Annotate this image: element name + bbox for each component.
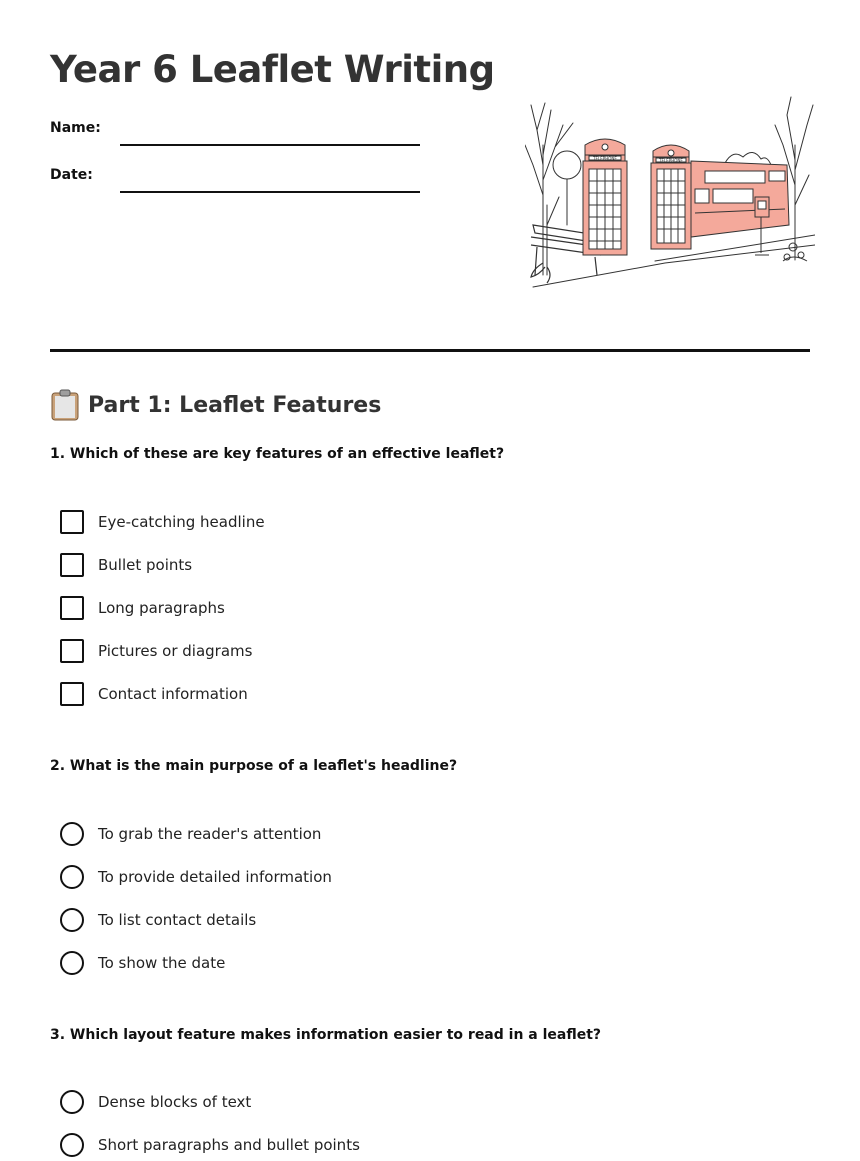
- option-label: To grab the reader's attention: [98, 825, 322, 843]
- option-label: Contact information: [98, 685, 248, 703]
- option-label: To show the date: [98, 954, 226, 972]
- telephone-sign-right: TELEPHONE: [659, 158, 683, 163]
- option-grab-attention[interactable]: [60, 822, 321, 846]
- date-input-line[interactable]: [120, 191, 420, 193]
- option-dense-blocks[interactable]: [60, 1090, 251, 1114]
- checkbox[interactable]: [60, 553, 84, 577]
- london-street-illustration: [525, 85, 815, 295]
- option-pictures-or-diagrams[interactable]: [60, 639, 252, 663]
- checkbox[interactable]: [60, 510, 84, 534]
- bus: [691, 161, 789, 255]
- page-title: Year 6 Leaflet Writing: [50, 48, 495, 91]
- name-input-line[interactable]: [120, 144, 420, 146]
- option-short-paragraphs[interactable]: [60, 1133, 360, 1157]
- telephone-box-right: [651, 145, 691, 249]
- option-label: Bullet points: [98, 556, 193, 574]
- option-label: Short paragraphs and bullet points: [98, 1136, 360, 1154]
- checkbox[interactable]: [60, 639, 84, 663]
- option-label: To list contact details: [98, 911, 257, 929]
- option-label: Eye-catching headline: [98, 513, 265, 531]
- radio-button[interactable]: [60, 865, 84, 889]
- option-show-date[interactable]: [60, 951, 225, 975]
- radio-button[interactable]: [60, 951, 84, 975]
- option-label: Dense blocks of text: [98, 1093, 252, 1111]
- clipboard-icon: [50, 389, 80, 421]
- date-label: Date:: [50, 167, 93, 183]
- option-label: Long paragraphs: [98, 599, 225, 617]
- question-1: 1. Which of these are key features of an effective leaflet?: [50, 446, 505, 462]
- section-header: [50, 388, 381, 422]
- telephone-sign-left: TELEPHONE: [593, 156, 617, 161]
- question-3: 3. Which layout feature makes information easier to read in a leaflet?: [50, 1027, 602, 1043]
- option-contact-information[interactable]: [60, 682, 248, 706]
- radio-button[interactable]: [60, 1090, 84, 1114]
- option-label: To provide detailed information: [98, 868, 332, 886]
- section-title: Part 1: Leaflet Features: [88, 392, 382, 418]
- section-divider: [50, 349, 810, 352]
- option-detailed-information[interactable]: [60, 865, 332, 889]
- name-label: Name:: [50, 120, 101, 136]
- option-long-paragraphs[interactable]: [60, 596, 225, 620]
- radio-button[interactable]: [60, 1133, 84, 1157]
- question-2: 2. What is the main purpose of a leaflet's headline?: [50, 758, 458, 774]
- option-eye-catching-headline[interactable]: [60, 510, 265, 534]
- option-bullet-points[interactable]: [60, 553, 192, 577]
- radio-button[interactable]: [60, 908, 84, 932]
- option-label: Pictures or diagrams: [98, 642, 253, 660]
- telephone-box-left: [583, 139, 627, 255]
- radio-button[interactable]: [60, 822, 84, 846]
- checkbox[interactable]: [60, 682, 84, 706]
- checkbox[interactable]: [60, 596, 84, 620]
- option-contact-details[interactable]: [60, 908, 256, 932]
